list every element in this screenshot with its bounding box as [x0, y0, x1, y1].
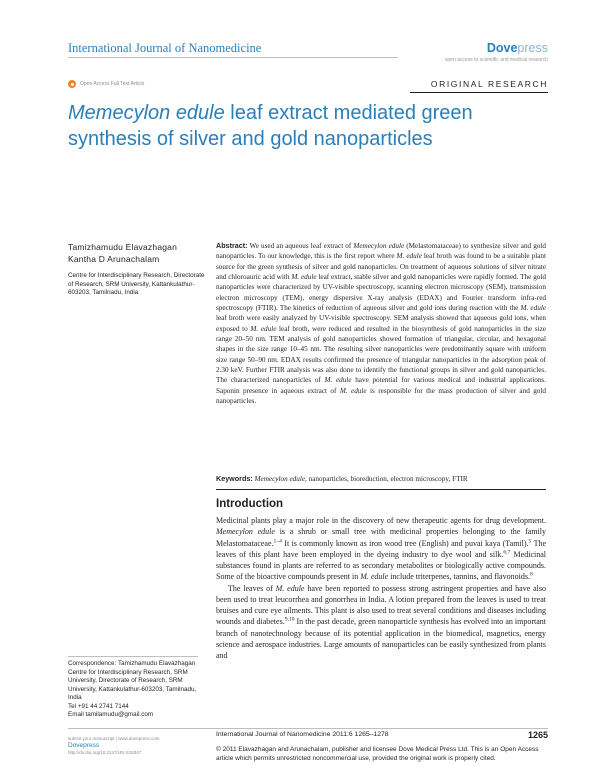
intro-italic: M. edule [275, 583, 305, 593]
intro-italic: Memecylon edule [216, 527, 275, 537]
intro-text: include triterpenes, tannins, and flavonoids. [388, 572, 530, 582]
page-number: 1265 [527, 730, 548, 740]
keywords [216, 474, 546, 484]
intro-paragraph-2 [216, 583, 546, 662]
header-rule [68, 57, 398, 58]
correspondence-address: Centre for Interdisciplinary Research, SRM University, Directorate of Research, SRM University, Kattankulathur-603203, Tamilnadu, India [68, 668, 197, 701]
intro-text: is a shrub or small tree with medicinal properties belonging to the family Melastomataceae. [216, 527, 546, 548]
publisher-tagline: open access to scientific and medical research [444, 57, 548, 63]
intro-text: The leaves of this plant have been employed in the dyeing industry to dye wool and silk. [216, 538, 547, 559]
abstract-text: is responsible for the mass production of silver and gold nanoparticles. [216, 386, 546, 406]
abstract-italic: M. edule [520, 304, 547, 313]
journal-name: International Journal of Nanomedicine [68, 41, 262, 55]
footer-left [68, 735, 159, 756]
intro-text: It is commonly known as iron wood tree (English) and puvai kaya (Tamil). [281, 538, 529, 548]
intro-italic: M. edule [360, 572, 389, 582]
article-title [68, 100, 538, 152]
introduction-heading: Introduction [216, 498, 284, 510]
publisher-logo [487, 41, 548, 55]
keywords-rest: , nanoparticles, bioreduction, electron microscopy, FTIR [305, 475, 468, 483]
intro-text: have been reported to possess strong astringent properties and have also been used to treat leucorrhea and gonorrhea in India. A lotion prepared from the leaves is used to treat bruises and cure eye ailments. This plant is also used to treat several conditions and diseases including wounds and diabetes. [216, 583, 546, 627]
citation-ref: 5 [528, 537, 532, 544]
doi-link[interactable]: http://dx.doi.org/10.2147/IJN.S18347 [68, 750, 142, 755]
intro-text: In the past decade, green nanoparticle synthesis has evolved into an important branch of nanotechnology because of its potential application in the biomedical, magnetics, energy science and aerospace industries. Large amounts of nanoparticles can be easily synthesized from plants and [216, 617, 546, 660]
keywords-rule [216, 489, 546, 490]
author-list [68, 241, 177, 265]
correspondence [68, 660, 208, 720]
abstract-italic: M. edule [339, 386, 367, 395]
open-access-icon [68, 80, 76, 88]
abstract-text: have potential for various medical and industrial applications. Saponin presence in aqueous extract of [216, 376, 547, 395]
abstract [216, 241, 546, 407]
abstract-italic: M. edule [250, 324, 277, 333]
title-italic: Memecylon edule [68, 102, 225, 124]
intro-text: The leaves of [228, 583, 276, 593]
citation-ref: 6,7 [503, 549, 511, 556]
open-access-badge [68, 80, 144, 88]
author-1: Tamizhamudu Elavazhagan [68, 242, 178, 252]
footer-rule [68, 728, 548, 729]
keywords-label: Keywords: [216, 474, 253, 483]
citation-ref: 8 [529, 571, 533, 578]
abstract-text: (Melastomataceae) to synthesize silver and gold nanoparticles. To our knowledge, this is the first report where [216, 242, 546, 261]
citation-ref: 1–4 [273, 537, 282, 544]
footer-dovepress-logo: Dovepress [68, 742, 100, 749]
abstract-text: leaf broth was found to be a suitable plant source for the green synthesis of silver and gold nanoparticles. On treatment of aqueous solutions of silver nitrate and chloroauric acid with [216, 252, 546, 282]
publisher-logo-light: press [517, 41, 548, 55]
submit-link[interactable]: submit your manuscript | www.dovepress.com [68, 736, 160, 741]
abstract-italic: M. edule [324, 376, 352, 385]
correspondence-label: Correspondence: Tamizhamudu Elavazhagan [68, 660, 196, 667]
abstract-italic: Memecylon edule [353, 242, 405, 250]
title-rest: leaf extract mediated green synthesis of silver and gold nanoparticles [68, 102, 473, 150]
citation-ref: 9,10 [284, 616, 295, 623]
open-access-label: Open Access Full Text Article [80, 81, 145, 87]
intro-text: Medicinal plants play a major role in the discovery of new therapeutic agents for drug development. [216, 516, 546, 525]
footer-citation: International Journal of Nanomedicine 2011:6 1265–1278 [216, 731, 389, 738]
abstract-italic: M. edule [291, 273, 317, 282]
abstract-text: leaf broth, were reduced and resulted in the biosynthesis of gold nanoparticles in the size range 20–50 nm. TEM analysis of gold nanoparticles showed formation of triangular, circular, and hexagonal shapes in the size range 10–45 nm. The resulting silver nanoparticles were predominantly square with uniform size range 50–90 nm. EDAX results confirmed the presence of triangular nanoparticles in the adsorption peak of 2.30 keV. Further FTIR analysis was also done to identify the functional groups in silver and gold nanoparticles. The characterized nanoparticles of [216, 324, 546, 385]
section-rule [410, 92, 548, 93]
keywords-italic: Memecylon edule [254, 475, 306, 483]
correspondence-tel: Tel +91 44 2741 7144 [68, 702, 129, 710]
abstract-text: We used an aqueous leaf extract of [247, 242, 354, 250]
abstract-text: leaf extract, stable silver and gold nanoparticles were rapidly formed. The gold nanoparticles were characterized by UV-visible spectroscopy, scanning electron microscopy (SEM), transmission electron microscopy (TEM), energy dispersive X-ray analysis (EDAX) and Fourier transform infra-red spectroscopy (FTIR). The kinetics of reduction of aqueous silver and gold ions during reaction with the [216, 273, 546, 313]
abstract-italic: M. edule [396, 252, 422, 261]
author-2: Kantha D Arunachalam [68, 254, 160, 264]
affiliation: Centre for Interdisciplinary Research, Directorate of Research, SRM University, Kattankulathur-603203, Tamilnadu, India [68, 272, 205, 297]
section-label: ORIGINAL RESEARCH [430, 79, 548, 89]
abstract-label: Abstract: [216, 241, 248, 250]
intro-paragraph-1 [216, 515, 546, 583]
abstract-text: leaf broth were easily analyzed by UV-visible spectroscopy. SEM analysis showed that aqueous gold ions, when exposed to [216, 314, 546, 333]
intro-text: Medicinal substances found in plants are referred to as secondary metabolites or biologically active compounds. Some of the bioactive compounds present in [216, 549, 546, 582]
copyright-notice: © 2011 Elavazhagan and Arunachalam, publisher and licensee Dove Medical Press Ltd. This is an Open Access article which permits unrestricted noncommercial use, provided the original work is properly cited. [216, 746, 539, 762]
publisher-logo-bold: Dove [486, 41, 518, 55]
correspondence-rule [68, 656, 198, 657]
introduction-body [216, 515, 546, 661]
correspondence-email[interactable]: Email tamilamudu@gmail.com [68, 711, 154, 718]
